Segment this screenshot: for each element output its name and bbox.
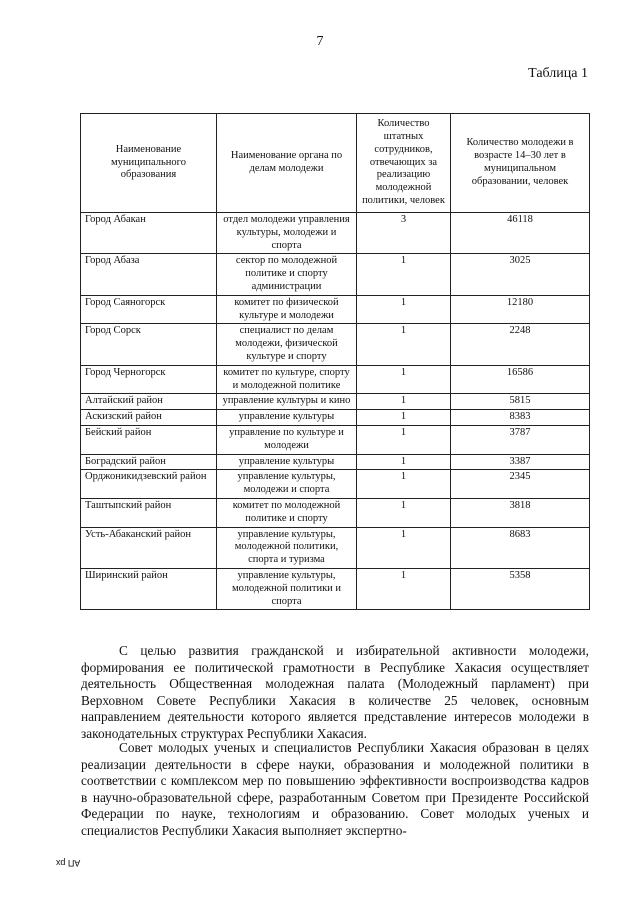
table-row xyxy=(81,425,590,454)
municipality-cell: Город Саяногорск xyxy=(81,295,217,324)
header-municipality: Наименование муниципального образования xyxy=(81,114,217,213)
youth-body-cell: управление культуры, молодежной политики, спорта и туризма xyxy=(217,527,357,568)
youth-bodies-table xyxy=(80,113,590,610)
youth-count-cell: 46118 xyxy=(451,213,590,254)
municipality-cell: Бейский район xyxy=(81,425,217,454)
table-row xyxy=(81,254,590,295)
table-row xyxy=(81,454,590,470)
page-number: 7 xyxy=(316,34,324,49)
table-row xyxy=(81,394,590,410)
staff-count-cell: 1 xyxy=(357,410,451,426)
paragraph-young-scientists-council: Совет молодых ученых и специалистов Республики Хакасия образован в целях реализации деятельности в сфере науки, образования и молодежной политики в соответствии с комплексом мер по повышению эффективности воспроизводства кадров в научно-образовательной сфере, разработанным Советом при Президенте Российской Федерации по науке, технологиям и образованию. Совет молодых ученых и специалистов Республики Хакасия выполняет экспертно- xyxy=(81,740,589,838)
youth-count-cell: 8683 xyxy=(451,527,590,568)
youth-count-cell: 5358 xyxy=(451,568,590,609)
youth-body-cell: управление культуры xyxy=(217,410,357,426)
staff-count-cell: 1 xyxy=(357,295,451,324)
youth-body-cell: управление культуры и кино xyxy=(217,394,357,410)
margin-note: АП рх xyxy=(56,858,81,868)
youth-body-cell: отдел молодежи управления культуры, молодежи и спорта xyxy=(217,213,357,254)
staff-count-cell: 1 xyxy=(357,568,451,609)
municipality-cell: Ширинский район xyxy=(81,568,217,609)
staff-count-cell: 1 xyxy=(357,425,451,454)
youth-count-cell: 2248 xyxy=(451,324,590,365)
staff-count-cell: 1 xyxy=(357,454,451,470)
youth-count-cell: 3787 xyxy=(451,425,590,454)
table-row xyxy=(81,295,590,324)
staff-count-cell: 1 xyxy=(357,470,451,499)
youth-body-cell: управление культуры, молодежи и спорта xyxy=(217,470,357,499)
table-row xyxy=(81,365,590,394)
youth-body-cell: комитет по культуре, спорту и молодежной политике xyxy=(217,365,357,394)
youth-body-cell: специалист по делам молодежи, физической культуре и спорту xyxy=(217,324,357,365)
staff-count-cell: 1 xyxy=(357,527,451,568)
staff-count-cell: 1 xyxy=(357,394,451,410)
youth-body-cell: управление культуры, молодежной политики и спорта xyxy=(217,568,357,609)
municipality-cell: Город Абаза xyxy=(81,254,217,295)
staff-count-cell: 3 xyxy=(357,213,451,254)
youth-count-cell: 8383 xyxy=(451,410,590,426)
municipality-cell: Город Абакан xyxy=(81,213,217,254)
table-row xyxy=(81,498,590,527)
table-row xyxy=(81,568,590,609)
table-row xyxy=(81,470,590,499)
municipality-cell: Орджоникидзевский район xyxy=(81,470,217,499)
municipality-cell: Боградский район xyxy=(81,454,217,470)
header-youth-count: Количество молодежи в возрасте 14–30 лет в муниципальном образовании, человек xyxy=(451,114,590,213)
table-caption: Таблица 1 xyxy=(528,66,588,81)
staff-count-cell: 1 xyxy=(357,254,451,295)
table-row xyxy=(81,213,590,254)
municipality-cell: Алтайский район xyxy=(81,394,217,410)
youth-body-cell: управление по культуре и молодежи xyxy=(217,425,357,454)
youth-body-cell: комитет по молодежной политике и спорту xyxy=(217,498,357,527)
table-row xyxy=(81,527,590,568)
municipality-cell: Аскизский район xyxy=(81,410,217,426)
municipality-cell: Город Сорск xyxy=(81,324,217,365)
youth-count-cell: 3025 xyxy=(451,254,590,295)
youth-body-cell: сектор по молодежной политике и спорту администрации xyxy=(217,254,357,295)
youth-body-cell: управление культуры xyxy=(217,454,357,470)
staff-count-cell: 1 xyxy=(357,498,451,527)
header-youth-body: Наименование органа по делам молодежи xyxy=(217,114,357,213)
staff-count-cell: 1 xyxy=(357,365,451,394)
table-header-row xyxy=(81,114,590,213)
youth-count-cell: 16586 xyxy=(451,365,590,394)
header-staff-count: Количество штатных сотрудников, отвечающих за реализацию молодежной политики, человек xyxy=(357,114,451,213)
municipality-cell: Город Черногорск xyxy=(81,365,217,394)
municipality-cell: Таштыпский район xyxy=(81,498,217,527)
municipality-cell: Усть-Абаканский район xyxy=(81,527,217,568)
youth-count-cell: 2345 xyxy=(451,470,590,499)
youth-body-cell: комитет по физической культуре и молодежи xyxy=(217,295,357,324)
youth-count-cell: 3387 xyxy=(451,454,590,470)
youth-count-cell: 3818 xyxy=(451,498,590,527)
paragraph-youth-parliament: С целью развития гражданской и избирательной активности молодежи, формирования ее политической грамотности в Республике Хакасия осуществляет деятельность Общественная молодежная палата (Молодежный парламент) при Верховном Совете Республики Хакасия в количестве 25 человек, основным направлением деятельности которого является представление интересов молодежи в законодательных структурах Республики Хакасия. xyxy=(81,643,589,741)
staff-count-cell: 1 xyxy=(357,324,451,365)
table-row xyxy=(81,324,590,365)
table-row xyxy=(81,410,590,426)
youth-count-cell: 5815 xyxy=(451,394,590,410)
youth-count-cell: 12180 xyxy=(451,295,590,324)
